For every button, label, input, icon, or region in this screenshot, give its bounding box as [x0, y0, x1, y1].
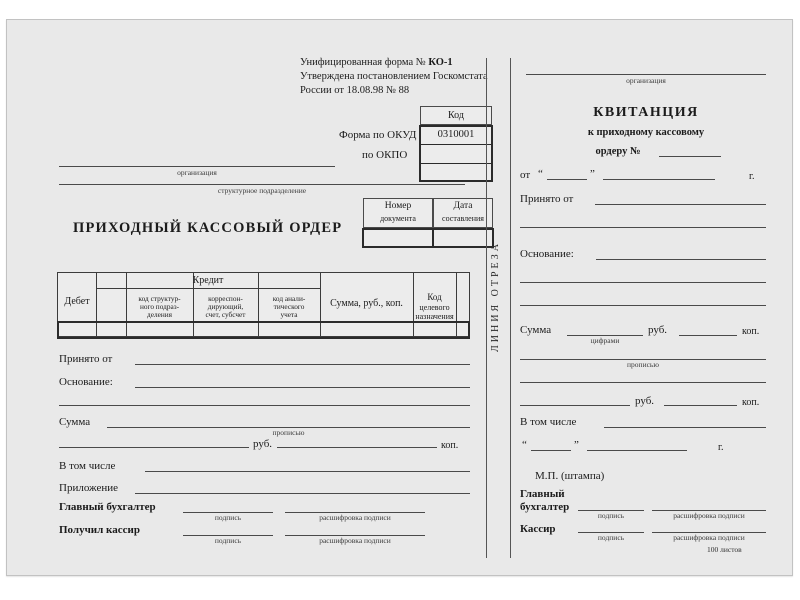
order-basis-label: Основание:: [59, 376, 113, 388]
form-header-line2: Утверждена постановлением Госкомстата: [300, 71, 488, 82]
cut-line-left-border: [486, 58, 487, 558]
cut-line-label: ЛИНИЯ ОТРЕЗА: [490, 241, 501, 353]
okpo-label: по ОКПО: [362, 149, 408, 161]
okud-label: Форма по ОКУД: [339, 129, 417, 141]
receipt-subtitle-line1: к приходному кассовому: [587, 127, 705, 138]
order-rub-label: руб.: [253, 438, 273, 450]
receipt-date-year-suffix: г.: [749, 171, 755, 182]
receipt-sum-words-rule-2[interactable]: [520, 382, 766, 383]
receipt-kop-rule[interactable]: [664, 405, 737, 406]
receipt-subtitle-line2: ордеру №: [595, 146, 641, 157]
receipt-including-label: В том числе: [520, 416, 577, 428]
order-attachment-label: Приложение: [59, 482, 119, 494]
receipt-footer-year-suffix: г.: [718, 442, 724, 453]
code-box-header-label: Код: [448, 110, 464, 121]
sheets-count-label: 100 листов: [707, 545, 742, 554]
receipt-cashier-label: Кассир: [520, 523, 556, 535]
order-accepted-from-label: Принято от: [59, 353, 113, 365]
table-header-credit-sub2-l1: корреспон-: [208, 294, 243, 303]
receipt-footer-day-rule[interactable]: [531, 450, 571, 451]
receipt-date-month-rule[interactable]: [603, 179, 715, 180]
receipt-including-rule[interactable]: [604, 427, 766, 428]
receipt-title: КВИТАНЦИЯ: [593, 105, 699, 120]
receipt-organization-rule[interactable]: [526, 74, 766, 75]
doc-date-header-label-1: Дата: [453, 201, 473, 211]
cash-receipt-order-form: [6, 19, 793, 576]
receipt-kop-label: коп.: [742, 397, 760, 408]
subdivision-rule: [59, 184, 465, 185]
table-header-credit-sub2-l3: счет, субсчет: [205, 310, 246, 319]
doc-number-value-cell[interactable]: [362, 228, 434, 248]
accounting-table: [57, 272, 470, 337]
form-header-line3: России от 18.08.98 № 88: [300, 85, 410, 96]
table-header-sum: Сумма, руб., коп.: [330, 298, 403, 309]
receipt-cashier-signature-caption: подпись: [597, 533, 625, 542]
order-accepted-from-rule[interactable]: [135, 364, 470, 365]
receipt-date-quote-close: ”: [590, 168, 595, 180]
order-cashier-decode-caption: расшифровка подписи: [319, 536, 391, 545]
receipt-stamp-label: М.П. (штампа): [535, 470, 605, 482]
form-header-code: КО-1: [428, 57, 453, 68]
receipt-basis-rule-1[interactable]: [596, 259, 766, 260]
receipt-date-from-label: от: [520, 169, 531, 181]
organization-rule: [59, 166, 335, 167]
table-header-credit-sub3-l3: учета: [280, 310, 298, 319]
receipt-sum-kop-rule[interactable]: [679, 335, 737, 336]
cut-line-right-border: [510, 58, 511, 558]
receipt-footer-quote-close: ”: [574, 439, 579, 451]
table-header-credit-sub3-l2: тического: [273, 302, 305, 311]
doc-number-header-label-1: Номер: [384, 201, 412, 211]
receipt-organization-caption: организация: [626, 76, 666, 85]
receipt-chief-accountant-decode-caption: расшифровка подписи: [673, 511, 745, 520]
order-cashier-received-label: Получил кассир: [59, 524, 140, 536]
doc-date-header-label-2: составления: [442, 214, 484, 223]
order-sum-caption: прописью: [272, 428, 305, 437]
receipt-basis-label: Основание:: [520, 248, 574, 260]
order-chief-accountant-signature-caption: подпись: [214, 513, 242, 522]
receipt-basis-rule-2[interactable]: [520, 282, 766, 283]
receipt-footer-quote-open: “: [522, 439, 527, 451]
order-basis-rule-1[interactable]: [135, 387, 470, 388]
receipt-chief-accountant-label-line1: Главный: [520, 488, 565, 500]
okud-value: 0310001: [437, 129, 475, 140]
form-header-prefix: Унифицированная форма №: [300, 57, 426, 68]
table-header-purpose-l1: Код: [427, 292, 442, 302]
table-data-row[interactable]: [57, 321, 470, 339]
order-kop-label: коп.: [441, 440, 459, 451]
order-chief-accountant-decode-caption: расшифровка подписи: [319, 513, 391, 522]
subdivision-caption: структурное подразделение: [217, 186, 307, 195]
receipt-chief-accountant-label-line2: бухгалтер: [520, 501, 570, 513]
page-title: ПРИХОДНЫЙ КАССОВЫЙ ОРДЕР: [73, 220, 343, 236]
receipt-date-quote-open: “: [538, 168, 543, 180]
receipt-chief-accountant-signature-caption: подпись: [597, 511, 625, 520]
order-chief-accountant-label: Главный бухгалтер: [59, 501, 156, 513]
receipt-accepted-from-rule-1[interactable]: [595, 204, 766, 205]
receipt-footer-month-rule[interactable]: [587, 450, 687, 451]
receipt-rub-rule[interactable]: [520, 405, 630, 406]
table-header-credit-sub3-l1: код анали-: [272, 294, 306, 303]
table-header-credit-sub1-l2: ного подраз-: [139, 302, 180, 311]
table-header-credit-sub1-l3: деления: [147, 310, 172, 319]
table-header-debit: Дебет: [64, 296, 90, 307]
receipt-sum-words-caption: прописью: [627, 360, 659, 369]
receipt-accepted-from-rule-2[interactable]: [520, 227, 766, 228]
table-header-purpose-l2: целевого: [419, 303, 450, 312]
table-header-credit: Кредит: [192, 275, 224, 286]
organization-caption: организация: [177, 168, 217, 177]
receipt-sum-kop-label: коп.: [742, 326, 760, 337]
receipt-sum-digits-caption: цифрами: [590, 336, 620, 345]
doc-number-header-label-2: документа: [380, 214, 416, 223]
order-including-rule[interactable]: [145, 471, 470, 472]
order-including-label: В том числе: [59, 460, 116, 472]
receipt-sum-label: Сумма: [520, 324, 552, 336]
receipt-sum-rub-label: руб.: [648, 324, 668, 336]
table-header-credit-sub1-l1: код структур-: [138, 294, 181, 303]
order-attachment-rule[interactable]: [135, 493, 470, 494]
order-cashier-signature-caption: подпись: [214, 536, 242, 545]
order-sum-label: Сумма: [59, 416, 91, 428]
receipt-rub-label: руб.: [635, 395, 655, 407]
table-header-purpose-l3: назначения: [415, 312, 454, 321]
receipt-basis-rule-3[interactable]: [520, 305, 766, 306]
order-kop-rule[interactable]: [277, 447, 437, 448]
receipt-accepted-from-label: Принято от: [520, 193, 574, 205]
receipt-order-number-rule[interactable]: [659, 156, 721, 157]
order-rub-rule[interactable]: [59, 447, 249, 448]
receipt-date-day-rule[interactable]: [547, 179, 587, 180]
doc-date-value-cell[interactable]: [432, 228, 494, 248]
receipt-cashier-decode-caption: расшифровка подписи: [673, 533, 745, 542]
table-header-credit-sub2-l2: дирующий,: [207, 302, 244, 311]
order-basis-rule-2[interactable]: [59, 405, 470, 406]
